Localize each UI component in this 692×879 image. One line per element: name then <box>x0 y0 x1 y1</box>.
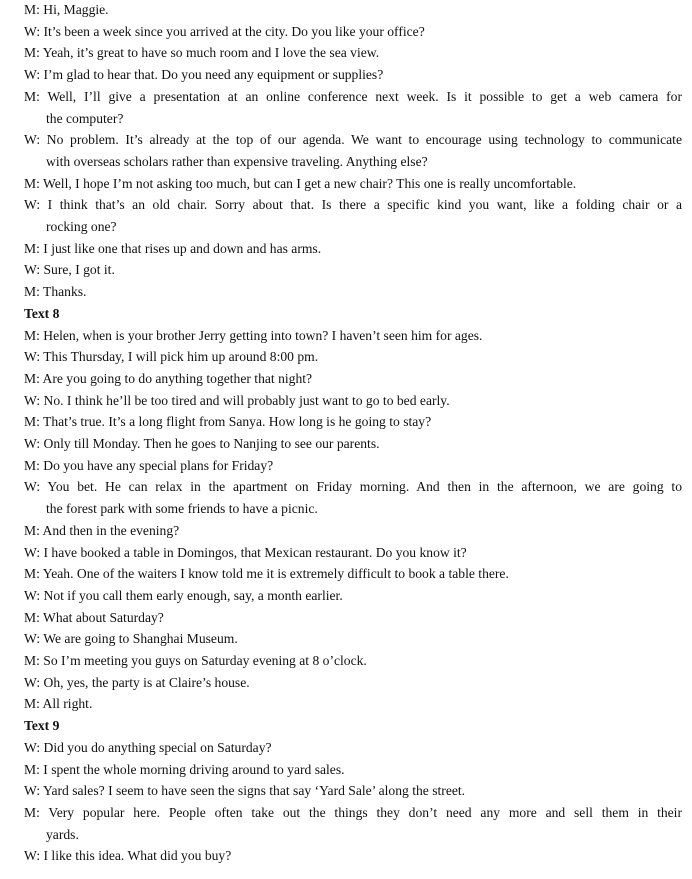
transcript-line: W: No. I think he’ll be too tired and will probably just want to go to bed early. <box>24 392 450 408</box>
transcript-line: M: And then in the evening? <box>24 522 180 538</box>
transcript-line: M: Are you going to do anything together that night? <box>24 370 313 386</box>
transcript-line: M: Well, I hope I’m not asking too much, but can I get a new chair? This one is really uncomfortable. <box>24 175 577 191</box>
section-heading: Text 8 <box>24 305 60 321</box>
transcript-line-continuation: the forest park with some friends to have a picnic. <box>46 501 318 517</box>
transcript-line: W: No problem. It’s already at the top of our agenda. We want to encourage using technology to communicate <box>24 132 682 148</box>
transcript-line: W: Yard sales? I seem to have seen the signs that say ‘Yard Sale’ along the street. <box>24 783 466 799</box>
transcript-line: W: We are going to Shanghai Museum. <box>24 631 238 647</box>
transcript-line: W: Did you do anything special on Saturday? <box>24 739 272 755</box>
transcript-line-continuation: rocking one? <box>46 219 117 234</box>
transcript-line: M: Yeah, it’s great to have so much room and I love the sea view. <box>24 45 380 61</box>
transcript-line: M: Do you have any special plans for Friday? <box>24 457 274 473</box>
transcript-line: W: I think that’s an old chair. Sorry about that. Is there a specific kind you want, like a folding chair or a <box>24 197 682 213</box>
transcript-line-continuation: yards. <box>46 826 79 842</box>
transcript-line: M: I spent the whole morning driving around to yard sales. <box>24 761 345 777</box>
transcript-line: M: Hi, Maggie. <box>24 2 109 17</box>
transcript-line-continuation: the computer? <box>46 110 124 126</box>
transcript-line-continuation: with overseas scholars rather than expensive traveling. Anything else? <box>46 153 428 169</box>
transcript-line: M: Thanks. <box>24 284 87 300</box>
section-heading: Text 9 <box>24 718 60 734</box>
transcript-line: M: Helen, when is your brother Jerry getting into town? I haven’t seen him for ages. <box>24 327 483 343</box>
transcript-line: M: I just like one that rises up and down and has arms. <box>24 240 322 256</box>
transcript-line: W: Sure, I got it. <box>24 262 115 278</box>
transcript-line: W: I have booked a table in Domingos, that Mexican restaurant. Do you know it? <box>24 544 467 560</box>
transcript-line: M: Very popular here. People often take out the things they don’t need any more and sell them in their <box>24 804 682 820</box>
transcript-line: W: This Thursday, I will pick him up around 8:00 pm. <box>24 349 319 365</box>
transcript-line: W: Only till Monday. Then he goes to Nanjing to see our parents. <box>24 436 380 451</box>
transcript-line: M: So I’m meeting you guys on Saturday evening at 8 o’clock. <box>24 653 367 668</box>
transcript-line: M: Well, I’ll give a presentation at an online conference next week. Is it possible to get a web camera for <box>24 88 682 104</box>
transcript-line: W: I’m glad to hear that. Do you need any equipment or supplies? <box>24 67 384 83</box>
transcript-line: M: That’s true. It’s a long flight from Sanya. How long is he going to stay? <box>24 414 432 430</box>
transcript-line: M: Yeah. One of the waiters I know told me it is extremely difficult to book a table there. <box>24 566 509 582</box>
transcript-line: W: You bet. He can relax in the apartment on Friday morning. And then in the afternoon, we are going to <box>24 479 682 495</box>
transcript-line: W: Not if you call them early enough, say, a month earlier. <box>24 587 343 603</box>
transcript-line: M: What about Saturday? <box>24 609 164 625</box>
transcript-line: W: I like this idea. What did you buy? <box>24 848 232 864</box>
transcript-line: W: It’s been a week since you arrived at the city. Do you like your office? <box>24 23 425 39</box>
transcript-line: M: All right. <box>24 696 93 712</box>
transcript-line: W: Oh, yes, the party is at Claire’s house. <box>24 674 250 690</box>
